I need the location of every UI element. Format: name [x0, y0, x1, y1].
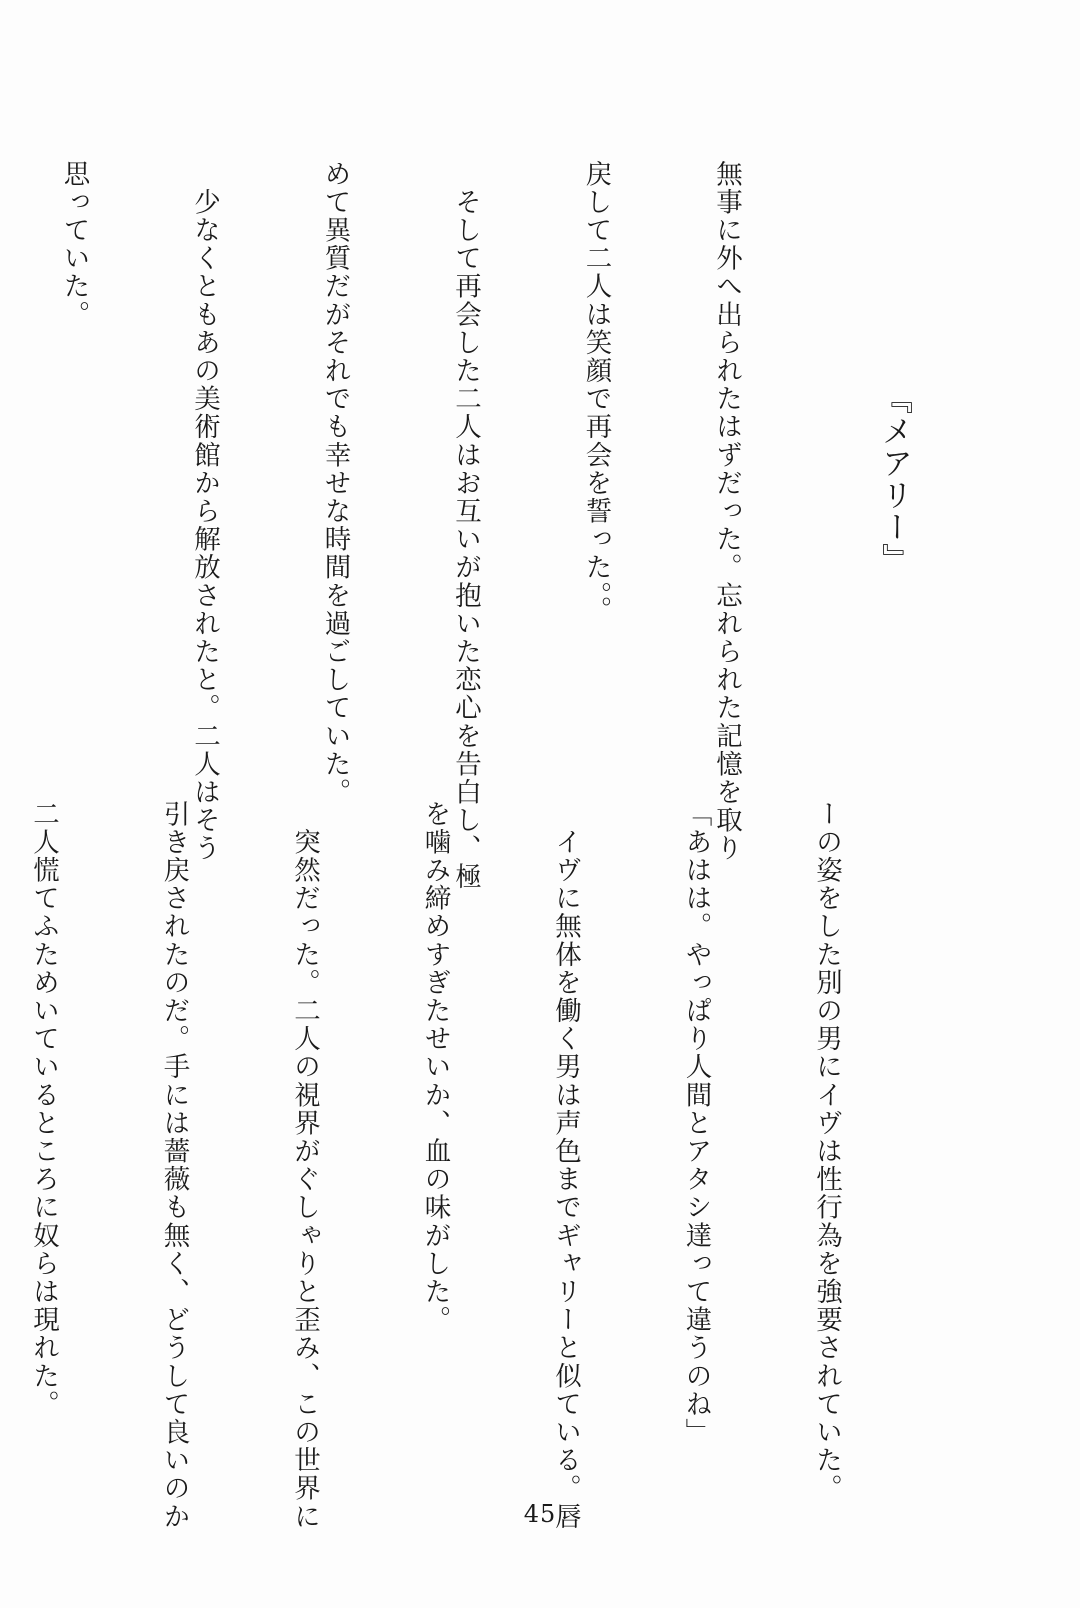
chapter-title: 『メアリー』	[876, 383, 912, 575]
page-number: 45	[523, 1500, 557, 1528]
text-line: を噛み締めすぎたせいか、血の味がした。	[419, 800, 451, 1334]
text-line: 突然だった。二人の視界がぐしゃりと歪み、この世界に	[289, 800, 320, 1531]
text-line: イヴに無体を働く男は声色までギャリーと似ている。唇	[550, 800, 581, 1531]
text-line: そして再会した二人はお互いが抱いた恋心を告白し、極	[450, 160, 481, 891]
text-line: 「あはは。やっぱり人間とアタシ達って違うのね」	[680, 800, 712, 1447]
text-line: 思っていた。	[58, 160, 90, 329]
text-block-upper	[0, 160, 835, 891]
text-line: 少なくともあの美術館から解放されたと。二人はそう	[189, 160, 220, 863]
text-line: 引き戻されたのだ。手には薔薇も無く、どうして良いのか	[158, 800, 190, 1531]
text-line: めて異質だがそれでも幸せな時間を過ごしていた。	[319, 160, 351, 807]
text-line: 無事に外へ出られたはずだった。忘れられた記憶を取り	[711, 160, 742, 863]
text-line: ーの姿をした別の男にイヴは性行為を強要されていた。	[811, 800, 842, 1503]
text-line: 戻して二人は笑顔で再会を誓った。。	[580, 160, 612, 625]
text-line: 二人慌てふためいているところに奴らは現れた。	[28, 800, 59, 1419]
